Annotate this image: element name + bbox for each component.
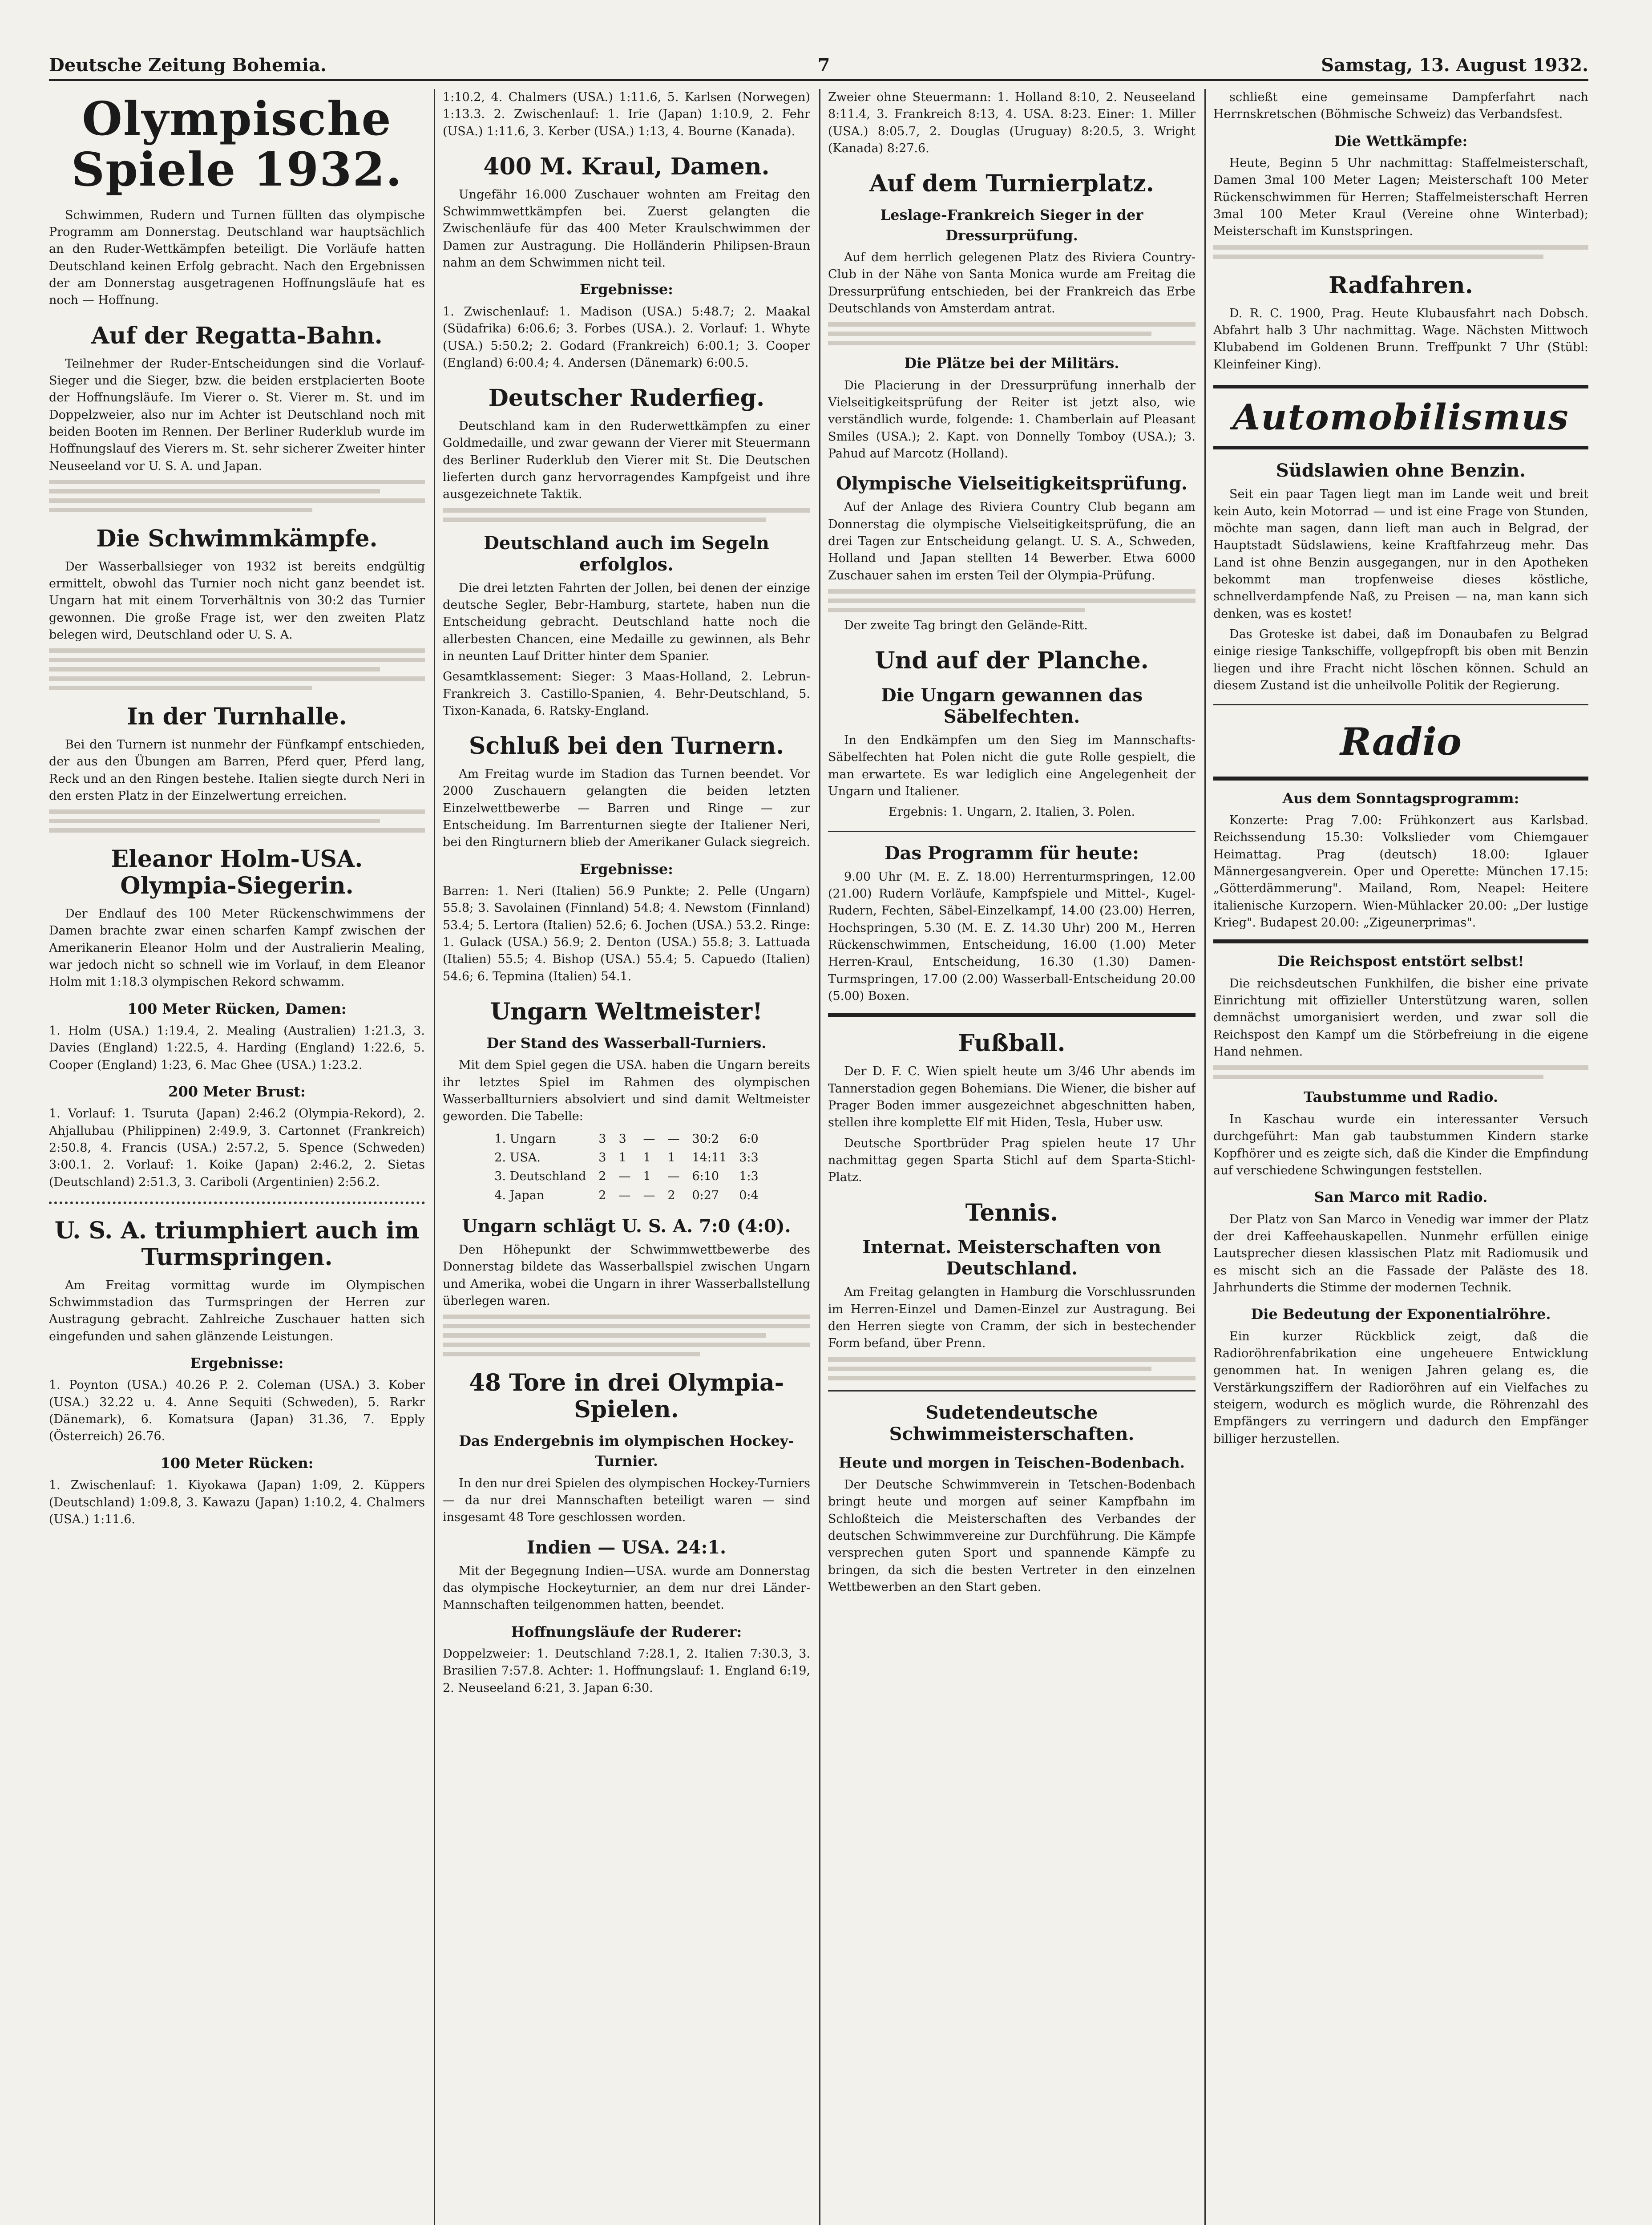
article-vielseitigkeit: Auf der Anlage des Riviera Country Club begann am Donnerstag die olympische Vielseitigkeitsprüfung, die an drei Tagen zur Entscheidung gelangt. U. S. A., Schweden, Holland und Japan stellten 14 Bewerber. Etwa 6000 Zuschauer sahen im ersten Teil der Olympia-Prüfung. bbox=[828, 500, 1196, 583]
text-line bbox=[49, 809, 425, 814]
headline-holm: Eleanor Holm-USA. Olympia-Siegerin. bbox=[111, 846, 363, 900]
results-brust: 1. Vorlauf: 1. Tsuruta (Japan) 2:46.2 (Olympia-Rekord), 2. Ahjallubau (Philippinen) 2:49.9, 3. Cartonnet (Frankreich) 2:50.8, 4. Francis (USA.) 2:57.2, 5. Spence (Schweden) 3:00.1. 2. Vorlauf: 1. Koike (Japan) 2:46.2, 2. Sietas (Deutschland) 2:51.3, 3. Cariboli (Argentinien) 2:56.2. bbox=[49, 1107, 425, 1189]
article-wettkaempfe: Heute, Beginn 5 Uhr nachmittag: Staffelmeisterschaft, Damen 3mal 100 Meter Lagen; Meisterschaft 100 Meter Rückenschwimmen für Herren; Staffelmeisterschaft Herren 3mal 100 Meter Kraul (Vereine ohne Winterbad); Meisterschaft im Kunstspringen. bbox=[1213, 156, 1588, 239]
text-line bbox=[49, 508, 312, 512]
results-heading: Ergebnisse: bbox=[580, 281, 673, 298]
column-2 bbox=[443, 89, 810, 2225]
results-heading: Ergebnisse: bbox=[580, 860, 673, 878]
article-usa-turm: Am Freitag vormittag wurde im Olympischen Schwimmstadion das Turmspringen der Herren zur Austragung gebracht. Zahlreiche Zuschauer hatten sich eingefunden und sahen glänzende Leistungen. bbox=[49, 1278, 425, 1343]
divider bbox=[828, 831, 1196, 832]
column-rule bbox=[1204, 89, 1206, 2225]
results-rueck-damen: 1. Holm (USA.) 1:19.4, 2. Mealing (Australien) 1:21.3, 3. Davies (England) 1:22.5, 4. Harding (England) 1:22.6, 5. Cooper (England) 1:23, 6. Mac Ghee (USA.) 1:23.2. bbox=[49, 1024, 425, 1072]
article-ruder: Deutschland kam in den Ruderwettkämpfen zu einer Goldmedaille, und zwar gewann der Vierer mit Steuermann des Berliner Ruderklub den Vierer mit St. Die Deutschen lieferten durch ganz hervorragendes Kampfgeist und ihre ausgezeichnete Taktik. bbox=[443, 419, 810, 502]
headline-turner: Schluß bei den Turnern. bbox=[469, 732, 784, 760]
columns bbox=[49, 89, 1588, 2225]
results-turner: Barren: 1. Neri (Italien) 56.9 Punkte; 2. Pelle (Ungarn) 55.8; 3. Savolainen (Finnland) 54.8; 4. Newstom (Finnland) 53.4; 5. Lertora (Italien) 52.6; 6. Jochen (USA.) 53.2. Ringe: 1. Gulack (USA.) 56.9; 2. Denton (USA.) 55.8; 3. Lattuada (Italien) 55.5; 4. Bishop (USA.) 55.4; 5. Capuedo (Italien) 54.6; 6. Tepmina (Italien) 54.1. bbox=[443, 884, 810, 983]
article-schwimm: Der Wasserballsieger von 1932 ist bereits endgültig ermittelt, obwohl das Turnier noch nicht ganz beendet ist. Ungarn hat mit einem Torverhältnis von 30:2 das Turnier gewonnen. Die große Frage ist, wer den zweiten Platz belegen wird, Deutschland oder U. S. A. bbox=[49, 559, 425, 642]
text-line bbox=[49, 828, 425, 833]
section-title-radio: Radio bbox=[1340, 720, 1462, 764]
column-1 bbox=[49, 89, 425, 2225]
headline-wettkaempfe: Die Wettkämpfe: bbox=[1334, 132, 1468, 150]
article-hockey: In den nur drei Spielen des olympischen Hockey-Turniers — da nur drei Mannschaften beteiligt waren — sind insgesamt 48 Tore geschlossen worden. bbox=[443, 1476, 810, 1525]
subheadline-sudeten: Heute und morgen in Teischen-Bodenbach. bbox=[839, 1454, 1185, 1471]
text-line bbox=[443, 1315, 810, 1319]
column-rule bbox=[434, 89, 435, 2225]
table-row: 3. Deutschland 2 — 1 — 6:10 1:3 bbox=[494, 1169, 759, 1184]
text-line bbox=[49, 658, 425, 662]
results-top: Zweier ohne Steuermann: 1. Holland 8:10, 2. Neuseeland 8:11.4, 3. Frankreich 8:13, 4. USA. 8:23. Einer: 1. Miller (USA.) 8:05.7, 2. Douglas (Uruguay) 8:20.5, 3. Wright (Kanada) 8:27.6. bbox=[828, 90, 1196, 155]
article-sonntag: Konzerte: Prag 7.00: Frühkonzert aus Karlsbad. Reichssendung 15.30: Volkslieder vom Chiemgauer Heimattag. Prag (deutsch) 18.00: Iglauer Männergesangverein. Oper und Operette: München 17.15: „Götterdämmerung". Mailand, Rom, Neapel: Heitere italienische Kurzopern. Wien-Mühlacker 20.00: „Der lustige Krieg". Budapest 20.00: „Zigeunerprimas". bbox=[1213, 813, 1588, 930]
column-4 bbox=[1213, 89, 1588, 2225]
text-line bbox=[443, 1333, 766, 1338]
headline-sudeten: Sudetendeutsche Schwimmeisterschaften. bbox=[889, 1402, 1135, 1444]
results-segeln: Gesamtklassement: Sieger: 3 Maas-Holland, 2. Lebrun-Frankreich 3. Castillo-Spanien, 4. Behr-Deutschland, 5. Tixon-Kanada, 6. Ratsky-England. bbox=[443, 670, 810, 718]
headline-taubstumme: Taubstumme und Radio. bbox=[1304, 1088, 1498, 1106]
headline-kraul: 400 M. Kraul, Damen. bbox=[483, 153, 770, 180]
text-line bbox=[828, 1376, 1196, 1380]
article-ungarn-usa: Den Höhepunkt der Schwimmwettbewerbe des Donnerstag bildete das Wasserballspiel zwischen Ungarn und Amerika, wobei die Ungarn in ihrer Wasserballstellung überlegen waren. bbox=[443, 1242, 810, 1308]
text-line bbox=[49, 686, 312, 690]
divider bbox=[49, 1202, 425, 1204]
intro-paragraph: Schwimmen, Rudern und Turnen füllten das olympische Programm am Donnerstag. Deutschland war hauptsächlich an den Ruder-Wettkämpfen beteiligt. Die Vorläufe hatten Deutschland keinen Erfolg gebracht. Nach den Ergebnissen der am Donnerstag ausgetragenen Hoffnungsläufe hat es noch — Hoffnung. bbox=[49, 208, 425, 307]
text-line bbox=[443, 1343, 810, 1347]
text-line bbox=[828, 608, 1085, 612]
table-row: 4. Japan 2 — — 2 0:27 0:4 bbox=[494, 1188, 759, 1202]
main-headline: Olympische Spiele 1932. bbox=[71, 91, 403, 197]
results-heading: Ergebnisse: bbox=[190, 1355, 284, 1372]
text-line bbox=[828, 589, 1196, 594]
text-line bbox=[1213, 245, 1588, 250]
headline-hockey: 48 Tore in drei Olympia-Spielen. bbox=[469, 1369, 784, 1424]
divider bbox=[1213, 777, 1588, 781]
headline-ungarn-usa: Ungarn schlägt U. S. A. 7:0 (4:0). bbox=[462, 1215, 791, 1237]
article-taubstumme: In Kaschau wurde ein interessanter Versuch durchgeführt: Man gab taubstummen Kindern starke Kopfhörer und es zeigte sich, daß die Kinder die Empfindung auf verschiedene Schwingungen feststellen. bbox=[1213, 1112, 1588, 1177]
text-line bbox=[49, 489, 380, 494]
results-heading: 200 Meter Brust: bbox=[168, 1083, 306, 1100]
divider bbox=[1213, 704, 1588, 705]
divider bbox=[828, 1013, 1196, 1017]
article-segeln: Die drei letzten Fahrten der Jollen, bei denen der einzige deutsche Segler, Bebr-Hamburg, startete, haben nun die Entscheidung gebracht. Deutschland hatte noch die allerbesten Chancen, eine Medaille zu gewinnen, als Behr in neunten Lauf Dritter hinter dem Spanier. bbox=[443, 581, 810, 663]
article-planche: In den Endkämpfen um den Sieg im Mannschafts-Säbelfechten hat Polen nicht die gute Rolle gespielt, die man erwartete. Es war lediglich eine Angelegenheit der Ungarn und Italiener. bbox=[828, 733, 1196, 799]
subheadline-turnierplatz: Leslage-Frankreich Sieger in der Dressurprüfung. bbox=[880, 206, 1143, 244]
text-line bbox=[49, 676, 425, 681]
results-hoffnung: Doppelzweier: 1. Deutschland 7:28.1, 2. Italien 7:30.3, 3. Brasilien 7:57.8. Achter: 1. Hoffnungslauf: 1. England 6:19, 2. Neuseeland 6:21, 3. Japan 6:30. bbox=[443, 1647, 810, 1695]
headline-usa-turm: U. S. A. triumphiert auch im Turmspringen. bbox=[54, 1217, 420, 1271]
table-row: 2. USA. 3 1 1 1 14:11 3:3 bbox=[494, 1150, 759, 1165]
text-line bbox=[443, 1324, 810, 1328]
article-top: schließt eine gemeinsame Dampferfahrt nach Herrnskretschen (Böhmische Schweiz) das Verbandsfest. bbox=[1213, 90, 1588, 121]
headline-san-marco: San Marco mit Radio. bbox=[1314, 1189, 1488, 1206]
table-row: 1. Ungarn 3 3 — — 30:2 6:0 bbox=[494, 1132, 759, 1146]
wasserball-table bbox=[488, 1130, 764, 1205]
text-line bbox=[49, 498, 425, 503]
article-exponentialroehre: Ein kurzer Rückblick zeigt, daß die Radioröhrenfabrikation eine ungeheuere Entwicklung genommen hat. In wenigen Jahren gelang es, die Verstärkungsziffern der Radioröhren auf ein Vielfaches zu steigern, wodurch es möglich wurde, die Röhrenzahl des Empfängers zu verringern und dadurch den Empfänger billiger herzustellen. bbox=[1213, 1329, 1588, 1446]
headline-fussball: Fußball. bbox=[958, 1030, 1066, 1057]
text-line bbox=[1213, 1065, 1588, 1070]
headline-radfahren: Radfahren. bbox=[1329, 271, 1473, 299]
headline-exponentialroehre: Die Bedeutung der Exponentialröhre. bbox=[1251, 1306, 1551, 1323]
headline-ruder: Deutscher Ruderfieg. bbox=[488, 384, 765, 412]
results-100-ruecken: 1. Zwischenlauf: 1. Kiyokawa (Japan) 1:09, 2. Küppers (Deutschland) 1:09.8, 3. Kawazu (Japan) 1:10.2, 4. Chalmers (USA.) 1:11.6. bbox=[49, 1478, 425, 1526]
text-line bbox=[828, 341, 1196, 345]
subheadline-tennis: Internat. Meisterschaften von Deutschland. bbox=[862, 1237, 1161, 1279]
article-radfahren: D. R. C. 1900, Prag. Heute Klubausfahrt nach Dobsch. Abfahrt halb 3 Uhr nachmittag. Wage. Nächsten Mittwoch Klubabend im Goldenen Brunn. Treffpunkt 7 Uhr (Stübl: Kleinfeiner King). bbox=[1213, 306, 1588, 372]
header-page-number: 7 bbox=[817, 55, 830, 76]
divider bbox=[828, 1390, 1196, 1392]
text-line bbox=[828, 322, 1196, 327]
headline-hoffnung: Hoffnungsläufe der Ruderer: bbox=[511, 1623, 742, 1640]
text-line bbox=[49, 480, 425, 484]
text-line bbox=[1213, 1075, 1543, 1079]
headline-militaer: Die Plätze bei der Militärs. bbox=[904, 355, 1119, 372]
text-line bbox=[1213, 255, 1543, 259]
text-line bbox=[49, 667, 380, 672]
results-heading: 100 Meter Rücken: bbox=[160, 1454, 314, 1472]
subheadline-hockey: Das Endergebnis im olympischen Hockey-Turnier. bbox=[459, 1432, 794, 1470]
column-rule bbox=[819, 89, 820, 2225]
headline-reichspost: Die Reichspost entstört selbst! bbox=[1277, 953, 1524, 970]
article-turner: Am Freitag wurde im Stadion das Turnen beendet. Vor 2000 Zuschauern gelangten die beiden letzten Einzelwettbewerbe — Barren und Ringe — zur Entscheidung. Im Barrenturnen siegte der Italiener Neri, bei den Ringturnern blieb der Amerikaner Gulack siegreich. bbox=[443, 767, 810, 850]
text-line bbox=[49, 819, 380, 823]
text-line bbox=[443, 508, 810, 513]
header-date: Samstag, 13. August 1932. bbox=[1321, 55, 1588, 76]
article-ungarn: Mit dem Spiel gegen die USA. haben die Ungarn bereits ihr letztes Spiel im Rahmen des olympischen Wasserballturniers absolviert und sind damit Weltmeister geworden. Die Tabelle: bbox=[443, 1058, 810, 1124]
article-suedslawien: Seit ein paar Tagen liegt man im Lande weit und breit kein Auto, kein Motorrad — und ist eine Frage von Stunden, möchte man sagen, dann lieft man auch in Belgrad, der Hauptstadt Südslawiens, keine Kraftfahrzeug mehr. Das Land ist ohne Benzin ausgegangen, nur in den Apotheken bekommt man tropfenweise dieses köstliche, schnellverdampfende Naß, zu Preisen — na, man kann sich denken, was es kostet! bbox=[1213, 487, 1588, 621]
headline-sonntag: Aus dem Sonntagsprogramm: bbox=[1282, 789, 1519, 807]
text-line bbox=[443, 1352, 700, 1356]
column-3 bbox=[828, 89, 1196, 2225]
article-sudeten: Der Deutsche Schwimmverein in Tetschen-Bodenbach bringt heute und morgen auf seiner Kampfbahn im Schloßteich die Meisterschaften des Verbandes der deutschen Schwimmvereine zur Durchführung. Die Kämpfe versprechen guten Sport und spannende Kämpfe zu bringen, da sich die besten Vertreter in den einzelnen Wettbewerben an den Start geben. bbox=[828, 1478, 1196, 1594]
article-san-marco: Der Platz von San Marco in Venedig war immer der Platz der drei Kaffeehauskapellen. Nunmehr erfüllen einige Lautsprecher diesen klassischen Platz mit Radiomusik und es mischt sich an die Fassade der Paläste des 18. Jahrhunderts die Stimme der modernen Technik. bbox=[1213, 1212, 1588, 1295]
subheadline-ungarn: Der Stand des Wasserball-Turniers. bbox=[486, 1034, 767, 1052]
header-newspaper-name: Deutsche Zeitung Bohemia. bbox=[49, 55, 327, 76]
article-holm: Der Endlauf des 100 Meter Rückenschwimmens der Damen brachte zwar einen scharfen Kampf zwischen der Amerikanerin Eleanor Holm und der Australierin Mealing, war jedoch nicht so schnell wie im Vorlauf, in dem Eleanor Holm mit 1:18.3 olympischen Rekord schwamm. bbox=[49, 906, 425, 989]
article-tennis: Am Freitag gelangten in Hamburg die Vorschlussrunden im Herren-Einzel und Damen-Einzel zur Austragung. Bei den Herren siegte von Cramm, der sich in bestechender Form befand, über Prenn. bbox=[828, 1285, 1196, 1351]
page-header bbox=[49, 44, 1588, 81]
text-line bbox=[828, 599, 1196, 603]
results-kraul: 1. Zwischenlauf: 1. Madison (USA.) 5:48.7; 2. Maakal (Südafrika) 6:06.6; 3. Forbes (USA.). 2. Vorlauf: 1. Whyte (USA.) 5:50.2; 2. Godard (Frankreich) 6:00.1; 3. Cooper (England) 6:00.4; 4. Andersen (Dänemark) 6:00.5. bbox=[443, 304, 810, 370]
article-turnierplatz: Auf dem herrlich gelegenen Platz des Riviera Country-Club in der Nähe von Santa Monica wurde am Freitag die Dressurprüfung entschieden, bei der Frankreich das Erbe Deutschlands von Amsterdam antrat. bbox=[828, 250, 1196, 316]
article-vielseitigkeit-end: Der zweite Tag bringt den Gelände-Ritt. bbox=[844, 619, 1088, 633]
article-kraul: Ungefähr 16.000 Zuschauer wohnten am Freitag den Schwimmwettkämpfen bei. Zuerst gelangten die Zwischenläufe für das 400 Meter Kraulschwimmen der Damen zur Austragung. Die Holländerin Philipsen-Braun nahm an dem Schwimmen nicht teil. bbox=[443, 187, 810, 270]
article-fussball-2: Deutsche Sportbrüder Prag spielen heute 17 Uhr nachmittag gegen Sparta Stichl auf dem Sparta-Stichl-Platz. bbox=[828, 1136, 1196, 1185]
headline-planche: Und auf der Planche. bbox=[875, 647, 1149, 675]
headline-segeln: Deutschland auch im Segeln erfolglos. bbox=[484, 532, 769, 575]
results-heading: 100 Meter Rücken, Damen: bbox=[127, 1000, 347, 1017]
text-line bbox=[828, 1357, 1196, 1362]
headline-turnhalle: In der Turnhalle. bbox=[127, 703, 347, 731]
headline-vielseitigkeit: Olympische Vielseitigkeitsprüfung. bbox=[836, 473, 1188, 494]
headline-programm: Das Programm für heute: bbox=[884, 842, 1139, 864]
article-fussball: Der D. F. C. Wien spielt heute um 3/46 Uhr abends im Tannerstadion gegen Bohemians. Die Wiener, die bisher auf Prager Boden immer ausgezeichnet abgeschnitten haben, stellen ihre komplette Elf mit Hiden, Tesla, Huber usw. bbox=[828, 1064, 1196, 1130]
section-banner-automobilismus: Automobilismus bbox=[1213, 385, 1588, 450]
article-reichspost: Die reichsdeutschen Funkhilfen, die bisher eine private Einrichtung mit offizieller Unterstützung waren, sollen demnächst umorganisiert werden, und zwar soll die Reichspost den Kampf um die Störbefreiung in die eigene Hand nehmen. bbox=[1213, 976, 1588, 1059]
text-line bbox=[828, 332, 1151, 336]
results-continued: 1:10.2, 4. Chalmers (USA.) 1:11.6, 5. Karlsen (Norwegen) 1:13.3. 2. Zwischenlauf: 1. Irie (Japan) 1:10.9, 2. Fehr (USA.) 1:11.6, 3. Kerber (USA.) 1:13, 4. Bourne (Kanada). bbox=[443, 90, 810, 138]
headline-ungarn: Ungarn Weltmeister! bbox=[490, 998, 763, 1026]
headline-indien: Indien — USA. 24:1. bbox=[526, 1537, 727, 1558]
article-indien: Mit der Begegnung Indien—USA. wurde am Donnerstag das olympische Hockeyturnier, an dem nur drei Länder-Mannschaften teilgenommen hatten, beendet. bbox=[443, 1564, 810, 1612]
headline-turnierplatz: Auf dem Turnierplatz. bbox=[869, 170, 1154, 198]
headline-tennis: Tennis. bbox=[965, 1199, 1058, 1226]
divider bbox=[1213, 939, 1588, 943]
results-planche: Ergebnis: 1. Ungarn, 2. Italien, 3. Polen. bbox=[888, 805, 1135, 819]
article-regatta: Teilnehmer der Ruder-Entscheidungen sind die Vorlauf-Sieger und die Sieger, bzw. die beiden erstplacierten Boote der Hoffnungsläufe. Im Vierer o. St. Vierer m. St. und im Doppelzweier, also nur im Achter ist Deutschland noch mit beiden Booten im Rennen. Der Berliner Ruderklub wurde im Hoffnungslauf des Vierers m. St. sehr sicherer Zweiter hinter Neuseeland vor U. S. A. und Japan. bbox=[49, 356, 425, 473]
article-suedslawien-2: Das Groteske ist dabei, daß im Donaubafen zu Belgrad einige riesige Tankschiffe, vollgepfropft bis oben mit Benzin liegen und ihre Fracht nicht löschen können. Schuld an diesem Zustand ist die unheilvolle Politik der Regierung. bbox=[1213, 627, 1588, 693]
results-turm: 1. Poynton (USA.) 40.26 P. 2. Coleman (USA.) 3. Kober (USA.) 32.22 u. 4. Anne Sequiti (Schweden), 5. Rarkr (Dänemark), 6. Komatsura (Japan) 31.36, 7. Epply (Österreich) 26.76. bbox=[49, 1378, 425, 1444]
article-turnhalle: Bei den Turnern ist nunmehr der Fünfkampf entschieden, der aus den Übungen am Barren, Pferd quer, Pferd lang, Reck und an den Ringen bestehe. Italien siegte durch Neri in den ersten Platz in der Einzelwertung erreichen. bbox=[49, 738, 425, 803]
headline-schwimm: Die Schwimmkämpfe. bbox=[96, 525, 378, 552]
headline-regatta: Auf der Regatta-Bahn. bbox=[91, 322, 383, 349]
subheadline-planche: Die Ungarn gewannen das Säbelfechten. bbox=[881, 685, 1143, 728]
article-programm: 9.00 Uhr (M. E. Z. 18.00) Herrenturmspringen, 12.00 (21.00) Rudern Vorläufe, Kampfspiele und Mittel-, Kugel-Rudern, Fechten, Säbel-Einzelkampf, 14.00 (23.00) Herren, Hochspringen, 5.30 (M. E. Z. 14.30 Uhr) 200 M., Herren Rückenschwimmen, Entscheidung, 16.00 (1.00) Meter Herren-Kraul, Entscheidung, 16.30 (1.30) Damen-Turmspringen, 17.00 (2.00) Wasserball-Entscheidung 20.00 (5.00) Boxen. bbox=[828, 870, 1196, 1003]
article-militaer: Die Placierung in der Dressurprüfung innerhalb der Vielseitigkeitsprüfung der Reiter ist jetzt also, wie verständlich wurde, folgende: 1. Chamberlain auf Pleasant Smiles (USA.); 2. Kapt. von Donnelly Tomboy (USA.); 3. Pahud auf Marcotz (Holland). bbox=[828, 378, 1196, 461]
text-line bbox=[443, 518, 766, 522]
text-line bbox=[49, 648, 425, 653]
text-line bbox=[828, 1367, 1151, 1371]
headline-suedslawien: Südslawien ohne Benzin. bbox=[1276, 460, 1526, 481]
